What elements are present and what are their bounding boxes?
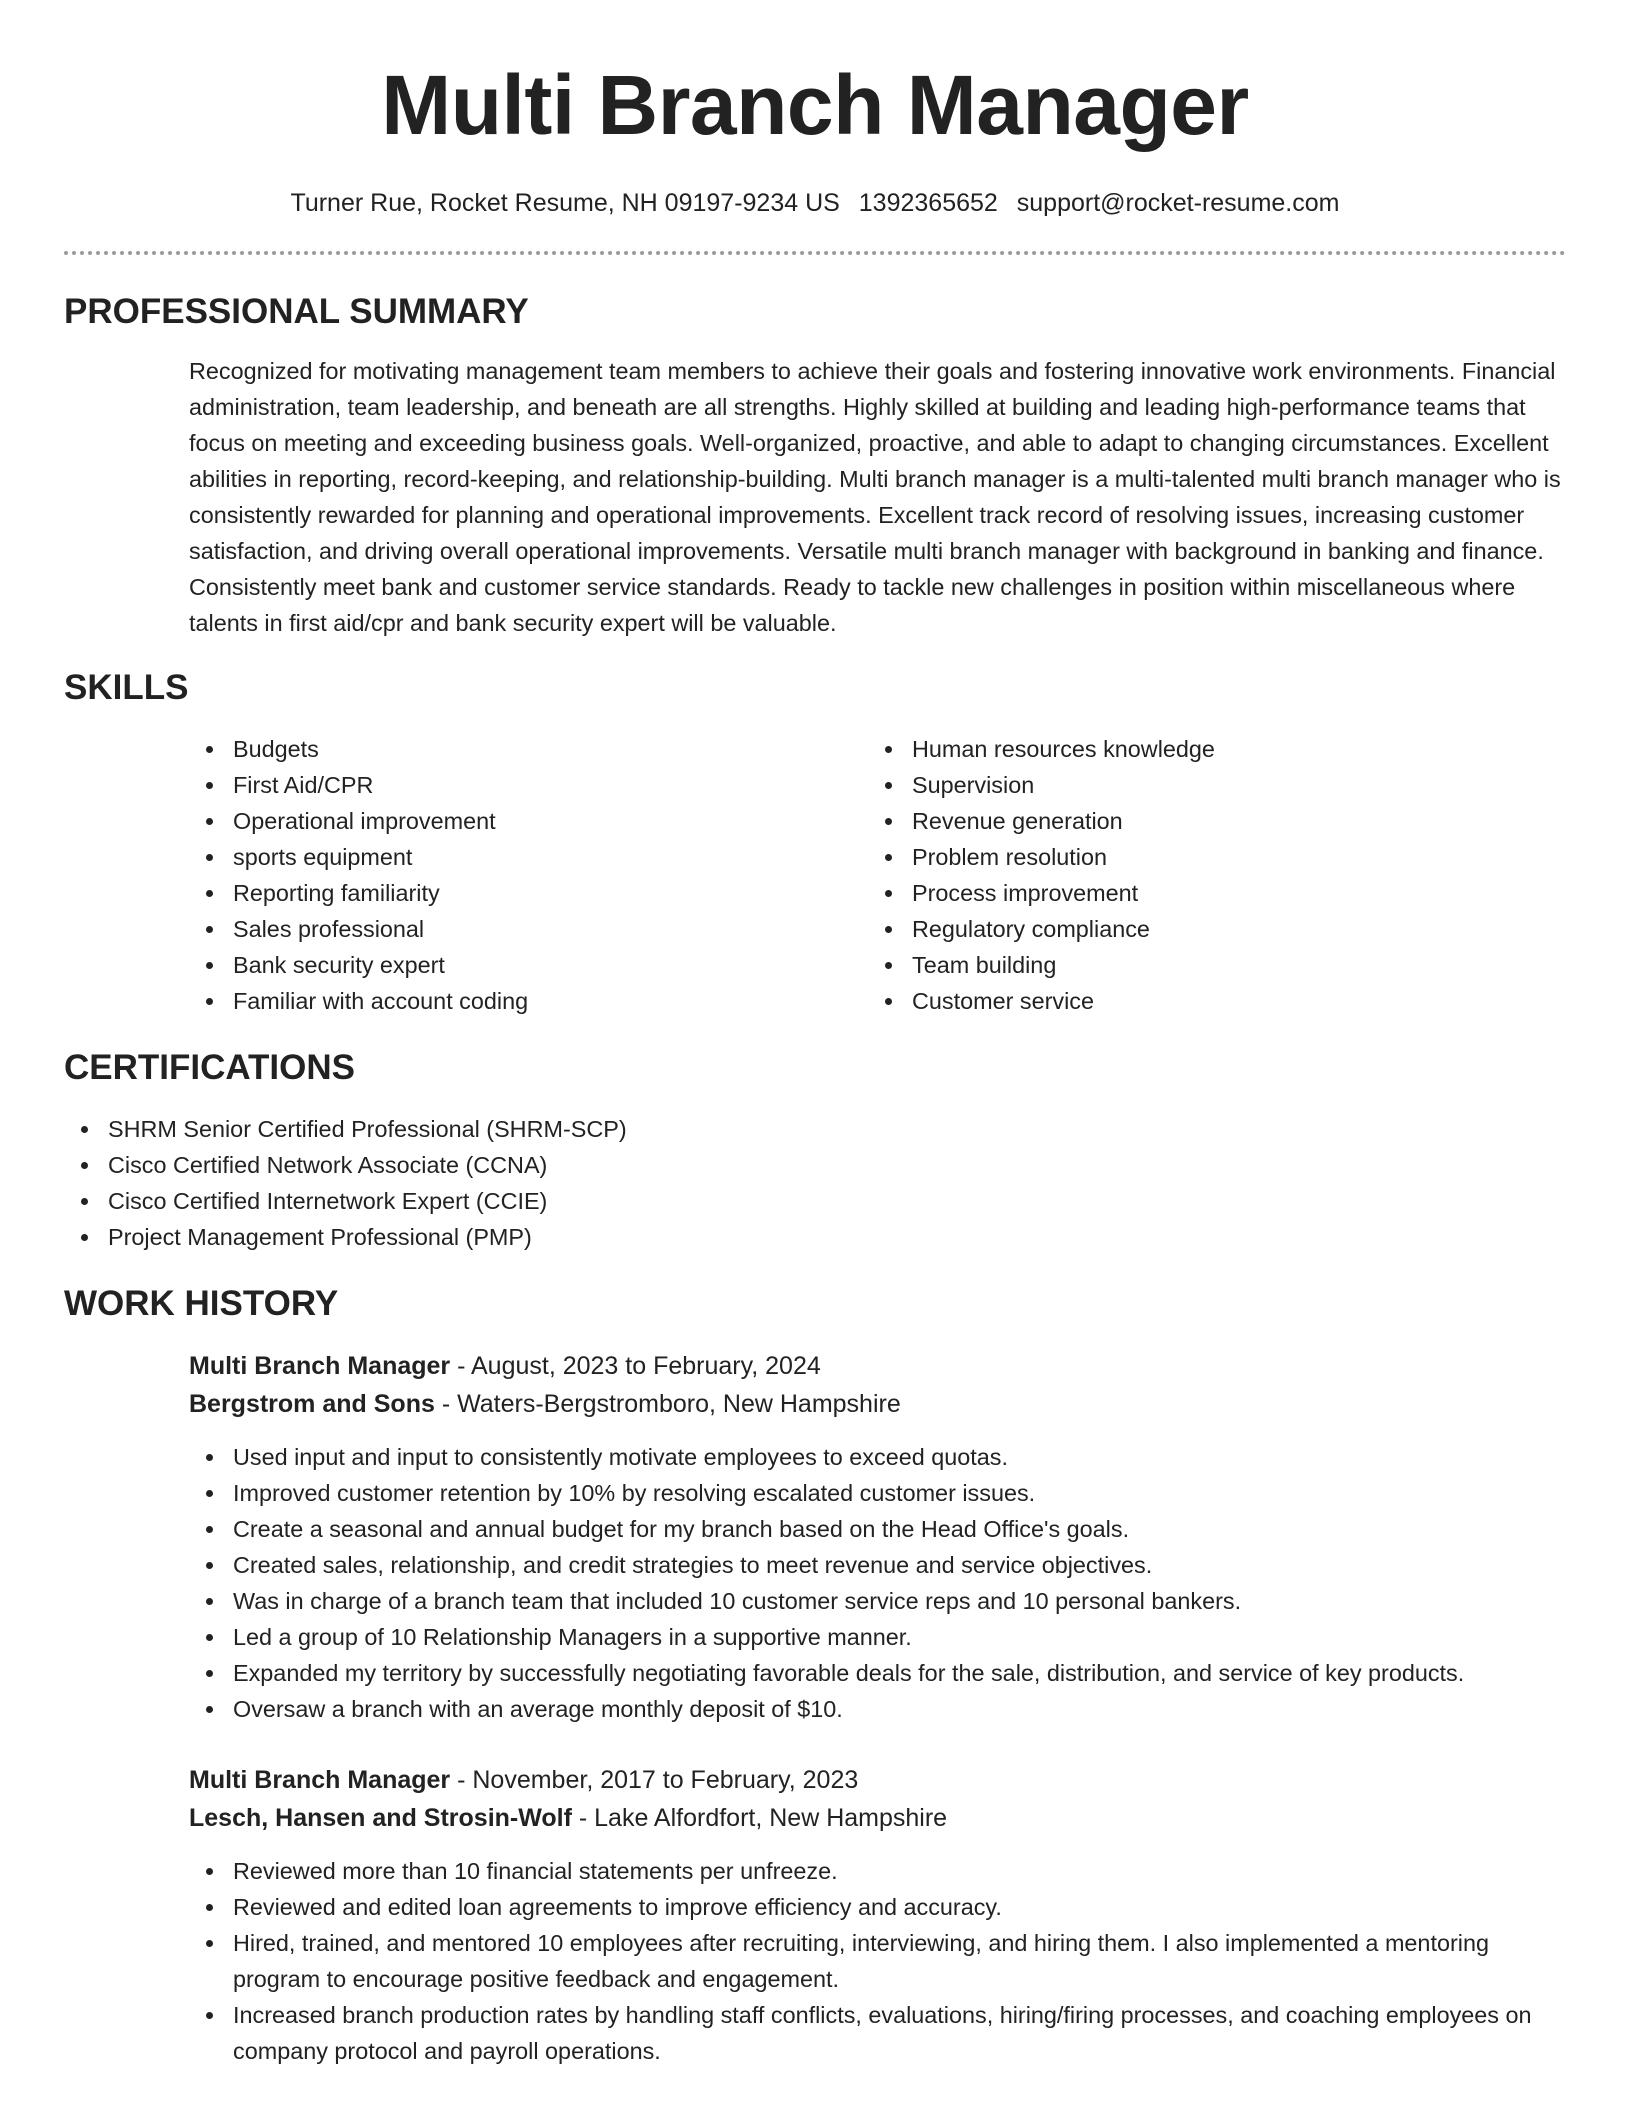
- skills-section: [64, 667, 1566, 1019]
- summary-section: [64, 291, 1566, 641]
- job-company: Bergstrom and Sons: [189, 1390, 435, 1418]
- contact-line: [64, 188, 1566, 218]
- job-title-line: [189, 1347, 1566, 1385]
- job-entry: [64, 1761, 1566, 2069]
- skill-item: Regulatory compliance: [868, 911, 1547, 947]
- job-company-line: [189, 1799, 1566, 1837]
- skills-list-right: [868, 731, 1547, 1019]
- job-title-line: [189, 1761, 1566, 1799]
- contact-phone: 1392365652: [858, 189, 998, 217]
- certification-item: Cisco Certified Network Associate (CCNA): [64, 1147, 1566, 1183]
- job-location: - Waters-Bergstromboro, New Hampshire: [434, 1390, 901, 1418]
- job-bullet: Oversaw a branch with an average monthly deposit of $10.: [189, 1691, 1566, 1727]
- skill-item: Supervision: [868, 767, 1547, 803]
- header-divider: [64, 251, 1566, 255]
- job-bullet: Hired, trained, and mentored 10 employees after recruiting, interviewing, and hiring them. I also implemented a mentoring program to encourage positive feedback and engagement.: [189, 1925, 1566, 1997]
- resume-name: Multi Branch Manager: [381, 58, 1249, 152]
- certification-item: Project Management Professional (PMP): [64, 1219, 1566, 1255]
- skill-item: Operational improvement: [189, 803, 868, 839]
- skill-item: Human resources knowledge: [868, 731, 1547, 767]
- job-bullet: Reviewed more than 10 financial statements per unfreeze.: [189, 1853, 1566, 1889]
- job-location: - Lake Alfordfort, New Hampshire: [571, 1804, 948, 1832]
- skill-item: Familiar with account coding: [189, 983, 868, 1019]
- job-dates: - November, 2017 to February, 2023: [450, 1766, 859, 1794]
- job-bullet: Led a group of 10 Relationship Managers in a supportive manner.: [189, 1619, 1566, 1655]
- work-history-title: WORK HISTORY: [64, 1284, 339, 1323]
- summary-text: Recognized for motivating management team members to achieve their goals and fostering innovative work environments. Financial administration, team leadership, and beneath are all strengths. Highly skilled at building and leading high-performance teams that focus on meeting and exceeding business goals. Well-organized, proactive, and able to adapt to changing circumstances. Excellent abilities in reporting, record-keeping, and relationship-building. Multi branch manager is a multi-talented multi branch manager who is consistently rewarded for planning and operational improvements. Excellent track record of resolving issues, increasing customer satisfaction, and driving overall operational improvements. Versatile multi branch manager with background in banking and finance. Consistently meet bank and customer service standards. Ready to tackle new challenges in position within miscellaneous where talents in first aid/cpr and bank security expert will be valuable.: [189, 358, 1561, 636]
- certification-item: SHRM Senior Certified Professional (SHRM-SCP): [64, 1111, 1566, 1147]
- job-bullet: Increased branch production rates by handling staff conflicts, evaluations, hiring/firing processes, and coaching employees on company protocol and payroll operations.: [189, 1997, 1566, 2069]
- contact-email[interactable]: support@rocket-resume.com: [1016, 189, 1340, 217]
- skill-item: Bank security expert: [189, 947, 868, 983]
- skills-list-left: [189, 731, 868, 1019]
- skill-item: Budgets: [189, 731, 868, 767]
- certifications-section: [64, 1047, 1566, 1255]
- certifications-title: CERTIFICATIONS: [64, 1048, 356, 1087]
- job-bullet: Improved customer retention by 10% by resolving escalated customer issues.: [189, 1475, 1566, 1511]
- skill-item: Problem resolution: [868, 839, 1547, 875]
- job-bullet: Expanded my territory by successfully negotiating favorable deals for the sale, distribution, and service of key products.: [189, 1655, 1566, 1691]
- skill-item: Process improvement: [868, 875, 1547, 911]
- skills-grid: [64, 731, 1566, 1019]
- job-bullets: [189, 1439, 1566, 1727]
- job-bullet: Create a seasonal and annual budget for my branch based on the Head Office's goals.: [189, 1511, 1566, 1547]
- skill-item: First Aid/CPR: [189, 767, 868, 803]
- job-entry: [64, 1347, 1566, 1727]
- job-bullet: Used input and input to consistently motivate employees to exceed quotas.: [189, 1439, 1566, 1475]
- job-bullet: Created sales, relationship, and credit strategies to meet revenue and service objectives.: [189, 1547, 1566, 1583]
- work-history-section: [64, 1283, 1566, 2069]
- skill-item: Reporting familiarity: [189, 875, 868, 911]
- skill-item: Sales professional: [189, 911, 868, 947]
- skills-title: SKILLS: [64, 668, 189, 707]
- job-bullet: Reviewed and edited loan agreements to improve efficiency and accuracy.: [189, 1889, 1566, 1925]
- certification-item: Cisco Certified Internetwork Expert (CCIE): [64, 1183, 1566, 1219]
- job-bullets: [189, 1853, 1566, 2069]
- summary-title: PROFESSIONAL SUMMARY: [64, 292, 529, 331]
- skill-item: Team building: [868, 947, 1547, 983]
- job-company: Lesch, Hansen and Strosin-Wolf: [189, 1804, 572, 1832]
- job-role: Multi Branch Manager: [189, 1352, 451, 1380]
- job-bullet: Was in charge of a branch team that included 10 customer service reps and 10 personal bankers.: [189, 1583, 1566, 1619]
- skill-item: Customer service: [868, 983, 1547, 1019]
- job-dates: - August, 2023 to February, 2024: [450, 1352, 821, 1380]
- job-company-line: [189, 1385, 1566, 1423]
- job-role: Multi Branch Manager: [189, 1766, 451, 1794]
- contact-address: Turner Rue, Rocket Resume, NH 09197-9234 US: [290, 189, 840, 217]
- certifications-list: [64, 1111, 1566, 1255]
- skill-item: sports equipment: [189, 839, 868, 875]
- skill-item: Revenue generation: [868, 803, 1547, 839]
